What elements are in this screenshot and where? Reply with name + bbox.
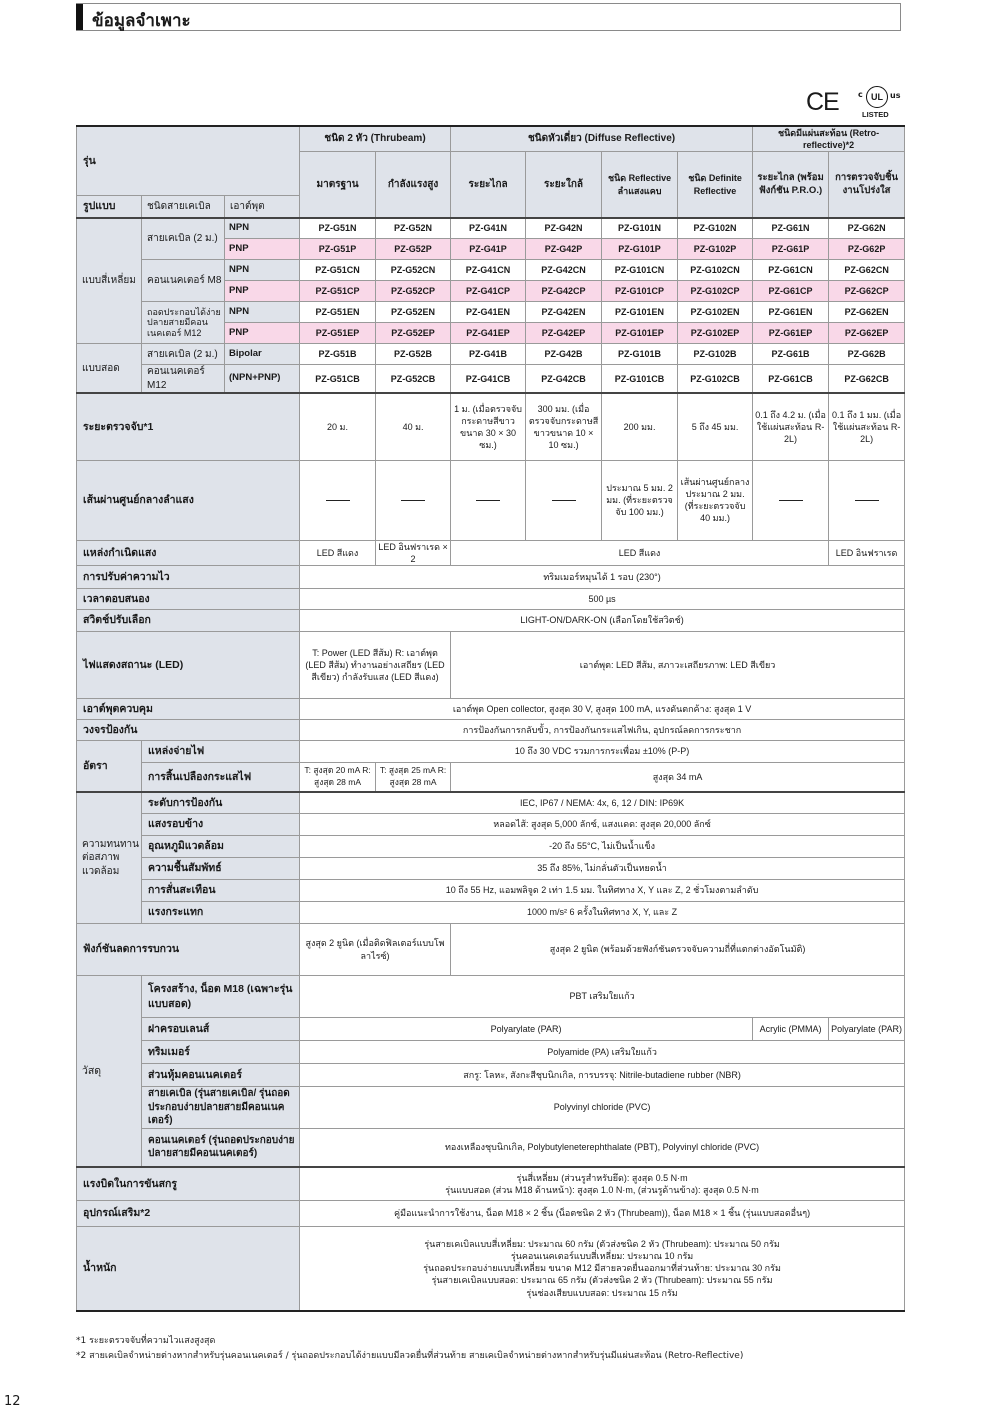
model-cell: PZ-G51N: [300, 218, 376, 239]
model-cell: PZ-G41EP: [451, 323, 526, 344]
model-cell: PZ-G51P: [300, 239, 376, 260]
mat-lens-value: Polyarylate (PAR): [300, 1018, 753, 1041]
footnote-1: *1 ระยะตรวจจับที่ความไวแสงสูงสุด: [76, 1336, 216, 1346]
model-cell: PZ-G62B: [829, 344, 905, 365]
square-m8-label: คอนเนคเตอร์ M8: [142, 260, 225, 302]
npn-label: NPN: [225, 260, 300, 281]
light-cell: LED สีแดง: [300, 540, 376, 565]
range-cell: 40 ม.: [376, 393, 451, 460]
model-cell: PZ-G41CP: [451, 281, 526, 302]
dash: [326, 500, 350, 501]
model-cell: PZ-G42CP: [526, 281, 602, 302]
model-cell: PZ-G51CP: [300, 281, 376, 302]
col-standard: มาตรฐาน: [300, 152, 376, 218]
certification-marks: [806, 84, 906, 120]
model-cell: PZ-G42CN: [526, 260, 602, 281]
mat-connector-cover-label: ส่วนหุ้มคอนเนคเตอร์: [142, 1064, 300, 1087]
env-humidity-label: ความชื้นสัมพัทธ์: [142, 858, 300, 880]
model-cell: PZ-G62CB: [829, 365, 905, 394]
sensitivity-label: การปรับค่าความไว: [77, 566, 300, 589]
model-cell: PZ-G42EP: [526, 323, 602, 344]
range-cell: 20 ม.: [300, 393, 376, 460]
env-temp-label: อุณหภูมิแวดล้อม: [142, 836, 300, 858]
weight-line: รุ่นคอนเนคเตอร์แบบสี่เหลี่ยม: ประมาณ 10 กรัม: [510, 1251, 694, 1262]
col-short-range: ระยะใกล้: [526, 152, 602, 218]
model-cell: PZ-G61CN: [753, 260, 829, 281]
torque-line: รุ่นแบบสอด (ส่วน M18 ด้านหน้า): สูงสุด 1.0 N·m, (ส่วนรูด้านข้าง): สูงสุด 0.5 N·m: [445, 1184, 759, 1195]
model-cell: PZ-G102EP: [678, 323, 753, 344]
accessories-value: คู่มือแนะนำการใช้งาน, น็อต M18 × 2 ชิ้น (น็อตชนิด 2 หัว (Thrubeam)), น็อต M18 × 1 ชิ้น (รุ่นแบบสอดอื่นๆ): [300, 1200, 905, 1226]
model-cell: PZ-G102P: [678, 239, 753, 260]
footnotes: [76, 1334, 743, 1364]
rating-label: อัตรา: [77, 741, 142, 792]
beam-diameter-label: เส้นผ่านศูนย์กลางลำแสง: [77, 460, 300, 540]
square-type-label: แบบสี่เหลี่ยม: [77, 218, 142, 344]
model-cell: PZ-G52CN: [376, 260, 451, 281]
env-light-value: หลอดไส้: สูงสุด 5,000 ลักซ์, แสงแดด: สูงสุด 20,000 ลักซ์: [300, 814, 905, 836]
model-cell: PZ-G101N: [602, 218, 678, 239]
ul-circle: UL: [866, 86, 888, 108]
supply-value: 10 ถึง 30 VDC รวมการกระเพื่อม ±10% (P-P): [300, 741, 905, 763]
model-cell: PZ-G101CN: [602, 260, 678, 281]
model-cell: PZ-G51B: [300, 344, 376, 365]
env-temp-value: -20 ถึง 55°C, ไม่เป็นน้ำแข็ง: [300, 836, 905, 858]
dash-cell: [526, 460, 602, 540]
mat-cable-value: Polyvinyl chloride (PVC): [300, 1087, 905, 1129]
weight-label: น้ำหนัก: [77, 1226, 300, 1311]
switch-label: สวิตช์ปรับเลือก: [77, 610, 300, 632]
light-cell: LED สีแดง: [451, 540, 829, 565]
page-number: 12: [4, 1394, 21, 1409]
model-cell: PZ-G51EN: [300, 302, 376, 323]
insert-m12-label: คอนเนคเตอร์ M12: [142, 365, 225, 394]
model-cell: PZ-G61B: [753, 344, 829, 365]
bipolar-label: Bipolar: [225, 344, 300, 365]
model-cell: PZ-G102N: [678, 218, 753, 239]
col-long-range-pro: ระยะไกล (พร้อมฟังก์ชัน P.R.O.): [753, 152, 829, 218]
pnp-label: PNP: [225, 281, 300, 302]
model-cell: PZ-G102CN: [678, 260, 753, 281]
ul-listed-label: LISTED: [862, 110, 889, 119]
model-cell: PZ-G41N: [451, 218, 526, 239]
range-cell: 200 มม.: [602, 393, 678, 460]
light-cell: LED อินฟราเรด × 2: [376, 540, 451, 565]
beam-cell: ประมาณ 5 มม. 2 มม. (ที่ระยะตรวจจับ 100 มม.): [602, 460, 678, 540]
model-cell: PZ-G51CN: [300, 260, 376, 281]
mat-housing-label: โครงสร้าง, น็อต M18 (เฉพาะรุ่นแบบสอด): [142, 976, 300, 1018]
env-vibration-label: การสั่นสะเทือน: [142, 880, 300, 902]
model-cell: PZ-G42B: [526, 344, 602, 365]
weight-value: [300, 1226, 905, 1311]
torque-line: รุ่นสี่เหลี่ยม (ส่วนรูสำหรับยึด): สูงสุด 0.5 N·m: [516, 1172, 688, 1183]
model-cell: PZ-G62EN: [829, 302, 905, 323]
pnp-label: PNP: [225, 239, 300, 260]
col-definite-reflective: ชนิด Definite Reflective: [678, 152, 753, 218]
model-cell: PZ-G61EN: [753, 302, 829, 323]
dash: [476, 500, 500, 501]
model-cell: PZ-G51CB: [300, 365, 376, 394]
range-cell: 1 ม. (เมื่อตรวจจับกระดาษสีขาวขนาด 30 × 30 ซม.): [451, 393, 526, 460]
model-cell: PZ-G52CP: [376, 281, 451, 302]
model-cell: PZ-G61EP: [753, 323, 829, 344]
col-long-range: ระยะไกล: [451, 152, 526, 218]
dash: [855, 500, 879, 501]
model-cell: PZ-G61N: [753, 218, 829, 239]
control-output-value: เอาต์พุต Open collector, สูงสุด 30 V, สูงสุด 100 mA, แรงดันตกค้าง: สูงสุด 1 V: [300, 699, 905, 720]
weight-line: รุ่นช่องเสียบแบบสอด: ประมาณ 15 กรัม: [526, 1287, 678, 1298]
output-header: เอาต์พุต: [225, 196, 300, 218]
material-label: วัสดุ: [77, 976, 142, 1168]
ul-c-label: c: [858, 90, 863, 99]
env-ip-value: IEC, IP67 / NEMA: 4x, 6, 12 / DIN: IP69K: [300, 792, 905, 814]
indicator-other: เอาต์พุต: LED สีส้ม, สภาวะเสถียรภาพ: LED สีเขียว: [451, 632, 905, 699]
model-cell: PZ-G102B: [678, 344, 753, 365]
env-light-label: แสงรอบข้าง: [142, 814, 300, 836]
control-output-label: เอาต์พุตควบคุม: [77, 699, 300, 720]
accessories-label: อุปกรณ์เสริม*2: [77, 1200, 300, 1226]
model-cell: PZ-G102CB: [678, 365, 753, 394]
mat-lens-value: Polyarylate (PAR): [829, 1018, 905, 1041]
cable-header: ชนิดสายเคเบิล: [142, 196, 225, 218]
npn-pnp-label: (NPN+PNP): [225, 365, 300, 394]
light-cell: LED อินฟราเรด: [829, 540, 905, 565]
model-cell: PZ-G52P: [376, 239, 451, 260]
square-m12-label: ถอดประกอบได้ง่ายปลายสายมีคอนเนคเตอร์ M12: [142, 302, 225, 344]
mat-cable-label: สายเคเบิล (รุ่นสายเคเบิล/ รุ่นถอดประกอบง่ายปลายสายมีคอนเนคเตอร์): [142, 1087, 300, 1129]
range-cell: 0.1 ถึง 1 มม. (เมื่อใช้แผ่นสะท้อน R-2L): [829, 393, 905, 460]
col-narrow-beam: ชนิด Reflective ลำแสงแคบ: [602, 152, 678, 218]
npn-label: NPN: [225, 218, 300, 239]
model-cell: PZ-G52CB: [376, 365, 451, 394]
square-cable-label: สายเคเบิล (2 ม.): [142, 218, 225, 260]
interference-other: สูงสุด 2 ยูนิต (พร้อมด้วยฟังก์ชันตรวจจับความถี่ที่แตกต่างอัตโนมัติ): [451, 924, 905, 976]
model-header: รุ่น: [77, 126, 300, 196]
env-shock-value: 1000 m/s² 6 ครั้งในทิศทาง X, Y, และ Z: [300, 902, 905, 924]
mat-lens-label: ฝาครอบเลนส์: [142, 1018, 300, 1041]
model-cell: PZ-G62EP: [829, 323, 905, 344]
section-header: [76, 3, 901, 31]
spec-table: [76, 125, 905, 1312]
page-title: ข้อมูลจำเพาะ: [92, 11, 191, 31]
model-cell: PZ-G61CP: [753, 281, 829, 302]
footnote-2: *2 สายเคเบิลจำหน่ายต่างหากสำหรับรุ่นคอนเนคเตอร์ / รุ่นถอดประกอบได้ง่ายแบบมีลวดยื่นที่ส่วนท้าย สายเคเบิลจำหน่ายต่างหากสำหรับรุ่นมีแผ่นสะท้อน (Retro-Reflective): [76, 1351, 744, 1361]
switch-value: LIGHT-ON/DARK-ON (เลือกโดยใช้สวิตช์): [300, 610, 905, 632]
dash-cell: [829, 460, 905, 540]
detection-range-label: ระยะตรวจจับ*1: [77, 393, 300, 460]
dash-cell: [300, 460, 376, 540]
col-high-power: กำลังแรงสูง: [376, 152, 451, 218]
pnp-label: PNP: [225, 323, 300, 344]
supply-label: แหล่งจ่ายไฟ: [142, 741, 300, 763]
env-shock-label: แรงกระแทก: [142, 902, 300, 924]
model-cell: PZ-G42CB: [526, 365, 602, 394]
dash-cell: [376, 460, 451, 540]
model-cell: PZ-G41B: [451, 344, 526, 365]
range-cell: 300 มม. (เมื่อตรวจจับกระดาษสีขาวขนาด 10 × 10 ซม.): [526, 393, 602, 460]
protection-circuit-value: การป้องกันการกลับขั้ว, การป้องกันกระแสไฟเกิน, อุปกรณ์ลดการกระชาก: [300, 720, 905, 741]
model-cell: PZ-G42N: [526, 218, 602, 239]
model-cell: PZ-G52N: [376, 218, 451, 239]
model-cell: PZ-G52EN: [376, 302, 451, 323]
dash: [401, 500, 425, 501]
model-cell: PZ-G41EN: [451, 302, 526, 323]
current-label: การสิ้นเปลืองกระแสไฟ: [142, 763, 300, 792]
env-vibration-value: 10 ถึง 55 Hz, แอมพลิจูด 2 เท่า 1.5 มม. ในทิศทาง X, Y และ Z, 2 ชั่วโมงตามลำดับ: [300, 880, 905, 902]
npn-label: NPN: [225, 302, 300, 323]
col-transparent: การตรวจจับชิ้นงานโปร่งใส: [829, 152, 905, 218]
current-cell: T: สูงสุด 25 mA R: สูงสุด 28 mA: [376, 763, 451, 792]
interference-thrubeam: สูงสุด 2 ยูนิต (เมื่อติดฟิลเตอร์แบบโพลาไรซ์): [300, 924, 451, 976]
header-bar: [76, 4, 83, 30]
ce-mark-icon: CE: [806, 88, 839, 116]
model-cell: PZ-G62P: [829, 239, 905, 260]
model-cell: PZ-G61CB: [753, 365, 829, 394]
model-cell: PZ-G42EN: [526, 302, 602, 323]
mat-housing-value: PBT เสริมใยแก้ว: [300, 976, 905, 1018]
mat-lens-value: Acrylic (PMMA): [753, 1018, 829, 1041]
interference-label: ฟังก์ชันลดการรบกวน: [77, 924, 300, 976]
current-cell: T: สูงสุด 20 mA R: สูงสุด 28 mA: [300, 763, 376, 792]
torque-label: แรงบิดในการขันสกรู: [77, 1167, 300, 1200]
sensitivity-value: ทริมเมอร์หมุนได้ 1 รอบ (230°): [300, 566, 905, 589]
response-time-label: เวลาตอบสนอง: [77, 589, 300, 610]
current-cell: สูงสุด 34 mA: [451, 763, 905, 792]
weight-line: รุ่นสายเคเบิลแบบสอด: ประมาณ 65 กรัม (ตัวส่งชนิด 2 หัว (Thrubeam): ประมาณ 55 กรัม: [431, 1275, 773, 1286]
mat-connector-value: ทองเหลืองชุบนิกเกิล, Polybutyleneterephthalate (PBT), Polyvinyl chloride (PVC): [300, 1128, 905, 1167]
dash-cell: [451, 460, 526, 540]
model-cell: PZ-G41P: [451, 239, 526, 260]
mat-trimmer-label: ทริมเมอร์: [142, 1041, 300, 1064]
model-cell: PZ-G101CP: [602, 281, 678, 302]
torque-value: [300, 1167, 905, 1200]
environment-label: ความทนทานต่อสภาพแวดล้อม: [77, 792, 142, 924]
light-source-label: แหล่งกำเนิดแสง: [77, 540, 300, 565]
env-ip-label: ระดับการป้องกัน: [142, 792, 300, 814]
insert-cable-label: สายเคเบิล (2 ม.): [142, 344, 225, 365]
model-cell: PZ-G101B: [602, 344, 678, 365]
model-cell: PZ-G101EP: [602, 323, 678, 344]
mat-connector-cover-value: สกรู: โลหะ, สังกะสีชุบนิกเกิล, การบรรจุ: Nitrile-butadiene rubber (NBR): [300, 1064, 905, 1087]
response-time-value: 500 µs: [300, 589, 905, 610]
weight-line: รุ่นสายเคเบิลแบบสี่เหลี่ยม: ประมาณ 60 กรัม (ตัวส่งชนิด 2 หัว (Thrubeam): ประมาณ 50 กรัม: [424, 1238, 780, 1249]
mat-connector-label: คอนเนคเตอร์ (รุ่นถอดประกอบง่ายปลายสายมีคอนเนคเตอร์): [142, 1128, 300, 1167]
model-cell: PZ-G102EN: [678, 302, 753, 323]
protection-circuit-label: วงจรป้องกัน: [77, 720, 300, 741]
model-cell: PZ-G41CN: [451, 260, 526, 281]
type-header: รูปแบบ: [77, 196, 142, 218]
beam-cell: เส้นผ่านศูนย์กลางประมาณ 2 มม. (ที่ระยะตรวจจับ 40 มม.): [678, 460, 753, 540]
model-cell: PZ-G41CB: [451, 365, 526, 394]
group-thrubeam: ชนิด 2 หัว (Thrubeam): [300, 126, 451, 152]
ul-us-label: us: [890, 91, 901, 100]
model-cell: PZ-G62CN: [829, 260, 905, 281]
indicator-label: ไฟแสดงสถานะ (LED): [77, 632, 300, 699]
group-retro: ชนิดมีแผ่นสะท้อน (Retro-reflective)*2: [753, 126, 905, 152]
range-cell: 5 ถึง 45 มม.: [678, 393, 753, 460]
group-diffuse: ชนิดหัวเดี่ยว (Diffuse Reflective): [451, 126, 753, 152]
model-cell: PZ-G102CP: [678, 281, 753, 302]
model-cell: PZ-G101P: [602, 239, 678, 260]
dash-cell: [753, 460, 829, 540]
model-cell: PZ-G101CB: [602, 365, 678, 394]
model-cell: PZ-G51EP: [300, 323, 376, 344]
dash: [552, 500, 576, 501]
model-cell: PZ-G62CP: [829, 281, 905, 302]
range-cell: 0.1 ถึง 4.2 ม. (เมื่อใช้แผ่นสะท้อน R-2L): [753, 393, 829, 460]
model-cell: PZ-G52EP: [376, 323, 451, 344]
model-cell: PZ-G62N: [829, 218, 905, 239]
weight-line: รุ่นถอดประกอบง่ายแบบสี่เหลี่ยม ขนาด M12 มีสายลวดยื่นออกมาที่ส่วนท้าย: ประมาณ 30 กรัม: [423, 1263, 781, 1274]
model-cell: PZ-G101EN: [602, 302, 678, 323]
model-cell: PZ-G52B: [376, 344, 451, 365]
model-cell: PZ-G61P: [753, 239, 829, 260]
dash: [779, 500, 803, 501]
insert-type-label: แบบสอด: [77, 344, 142, 394]
env-humidity-value: 35 ถึง 85%, ไม่กลั่นตัวเป็นหยดน้ำ: [300, 858, 905, 880]
indicator-thrubeam: T: Power (LED สีส้ม) R: เอาต์พุต (LED สีส้ม) ทำงานอย่างเสถียร (LED สีเขียว) กำลังรับแสง (LED สีแดง): [300, 632, 451, 699]
model-cell: PZ-G42P: [526, 239, 602, 260]
mat-trimmer-value: Polyamide (PA) เสริมใยแก้ว: [300, 1041, 905, 1064]
